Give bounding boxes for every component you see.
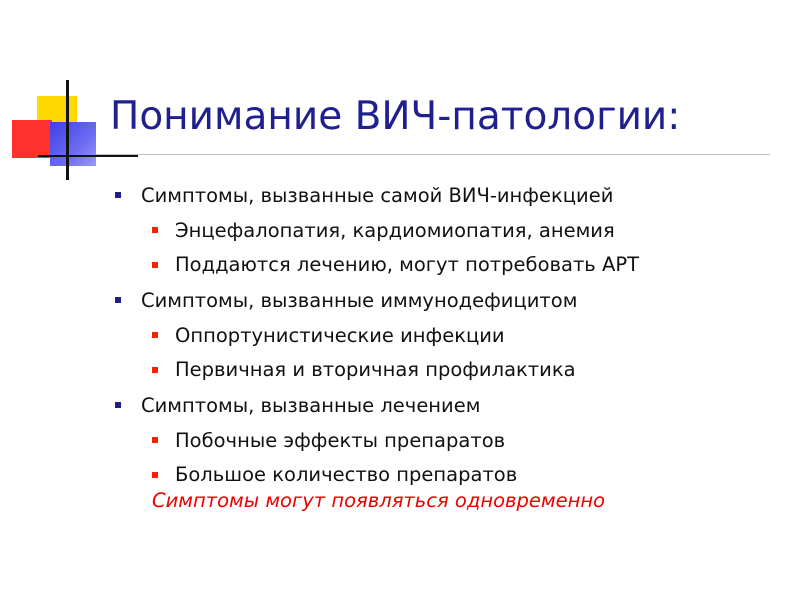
list-item-sub [115,213,775,248]
sub-item-label: Поддаются лечению, могут потребовать АРТ [175,253,640,277]
bullet-list [115,177,775,492]
square-bullet-icon [115,402,121,408]
section-label: Симптомы, вызванные иммунодефицитом [141,288,578,312]
square-bullet-icon [152,437,158,443]
list-item-sub [115,318,775,353]
horizontal-line-decoration [38,155,138,157]
square-bullet-icon [115,297,121,303]
square-bullet-icon [152,367,158,373]
sub-item-label: Большое количество препаратов [175,463,518,487]
red-square-decoration [12,120,52,158]
square-bullet-icon [152,332,158,338]
section-label: Симптомы, вызванные лечением [141,393,481,417]
square-bullet-icon [152,472,158,478]
sub-item-label: Побочные эффекты препаратов [175,428,506,452]
summary-note: Симптомы могут появляться одновременно [152,489,606,512]
list-item-section [115,177,775,213]
list-item-sub [115,248,775,283]
list-item-sub [115,353,775,388]
title-underline [96,154,770,155]
square-bullet-icon [152,262,158,268]
square-bullet-icon [115,192,121,198]
square-bullet-icon [152,227,158,233]
list-item-sub [115,458,775,493]
slide-title: Понимание ВИЧ-патологии: [110,94,681,139]
sub-item-label: Первичная и вторичная профилактика [175,358,576,382]
sub-item-label: Энцефалопатия, кардиомиопатия, анемия [175,218,615,242]
list-item-section [115,282,775,318]
vertical-line-decoration [66,80,69,180]
blue-square-decoration [50,122,96,166]
list-item-sub [115,423,775,458]
sub-item-label: Оппортунистические инфекции [175,323,505,347]
section-label: Симптомы, вызванные самой ВИЧ-инфекцией [141,183,614,207]
list-item-section [115,387,775,423]
